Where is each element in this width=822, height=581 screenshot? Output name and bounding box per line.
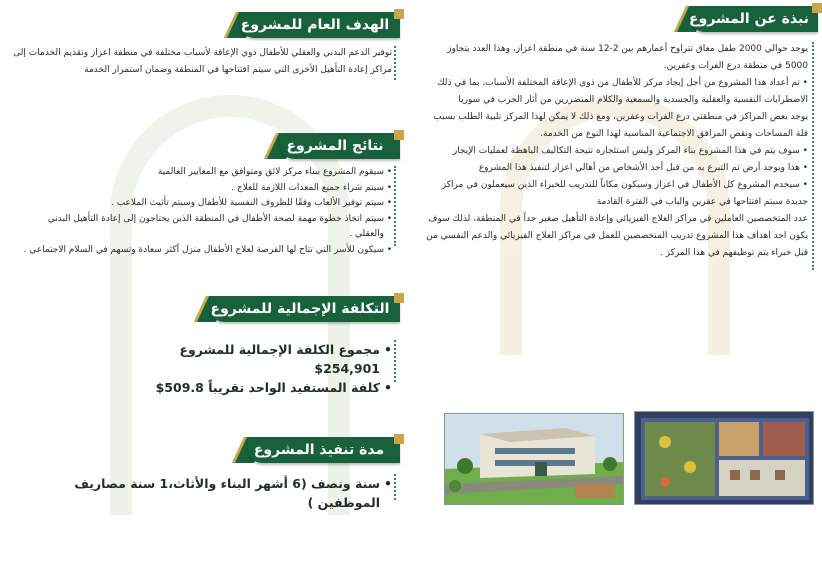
duration-title: مدة تنفيذ المشروع (253, 442, 385, 458)
duration-item: • سنة ونصف (6 أشهر البناء والأثاث،1 سنة مصاريف الموظفين ) (14, 474, 392, 512)
overview-title: نبذة عن المشروع (689, 11, 809, 27)
results-item: • سيتم شراء جميع المعدات اللازمة للعلاج . (20, 181, 392, 197)
building-floorplan-image (635, 412, 814, 505)
cost-title: التكلفة الإجمالية للمشروع (210, 301, 390, 317)
goal-header (230, 12, 400, 38)
goal-text (8, 45, 392, 79)
overview-paragraph: • هذا ويوجد أرض تم التبرع به من قبل أحد الأشخاص من أهالي اعزاز لتنفيذ هذا المشروع (478, 163, 808, 173)
goal-paragraph: توفير الدعم البدني والعقلي للأطفال ذوي الإعاقة لأسباب مختلفة في منطقة اعزاز وتقديم الخدمات إلى مراكز إعادة التأهيل الأخرى التي سيتم افتتاحها في المنطقة وضمان استمرار الخدمة (13, 48, 392, 75)
overview-paragraph: يوجد حوالي 2000 طفل معاق تتراوح أعمارهم بين 2-12 سنة في منطقة اعزاز، وهذا العدد يتجاوز 5000 في منطقة درع الفرات وعفرين. (447, 44, 808, 71)
results-item: • سيتم اتخاذ خطوة مهمة لصحة الأطفال في المنطقة الذين يحتاجون إلى إعادة التأهيل البدني والعقلي . (20, 212, 392, 243)
cost-header (200, 296, 400, 322)
overview-dotted-rule (812, 42, 816, 270)
goal-dotted-rule (394, 46, 398, 80)
cost-list (120, 340, 392, 397)
overview-paragraph: • تم أعداد هذا المشروع من أجل إيجاد مركز للأطفال من ذوي الإعاقة المختلفة الأسباب، بما في ذلك الاضطرابات النفسية والعقلية والجسدية والسمعية والكلام المتضررين من أثار الحرب في سوريا (437, 78, 808, 105)
cost-dotted-rule (394, 340, 398, 382)
duration-header (238, 437, 400, 463)
goal-title: الهدف العام للمشروع (240, 17, 390, 33)
overview-header (680, 6, 818, 32)
results-item: • سيتم توفير الألعاب وفقًا للظروف النفسية للأطفال وسيتم تأثيث الملاعب . (20, 196, 392, 212)
results-header (270, 133, 400, 159)
overview-paragraph: عدد المتخصصين العاملين في مراكز العلاج الفيزيائي وإعادة التأهيل صغير جداً في المنطقة، لذلك سوف يكون احد اهداف هذا المشروع تدريب المتخصصين للعمل في مراكز العلاج الفيزيائي والدعم النفسي من قبل خبراء يتم توظيفهم في هذا المركز . (426, 214, 808, 258)
results-item: • سيقوم المشروع ببناء مركز لائق ومتوافق مع المعايير العالمية (20, 165, 392, 181)
results-list (20, 165, 392, 258)
overview-paragraph: يوجد بعض المراكز في منطقتي درع الفرات وعفرين، ومع ذلك لا يمكن لهذا المركز تلبية الطلب بسبب قلة المساحات ونقص المرافق الاجتماعية المناسبة لهذا النوع من الخدمة. (433, 112, 808, 139)
overview-paragraph: • سوف يتم في هذا المشروع بناء المركز وليس استئجاره نتيجة التكاليف الباهظة لعمليات الإيجار (452, 146, 808, 156)
results-item: • سيكون للأسر التي تتاح لها الفرصة لعلاج الأطفال منزل أكثر سعادة وتسهم في السلام الاجتماعي . (20, 243, 392, 259)
overview-paragraph: • سيخدم المشروع كل الأطفال في اعزاز وسيكون مكاناً للتدريب للخبراء الذين سيعملون في مراكز جديدة سيتم افتتاحها في عفرين والباب في الفترة القادمة (441, 180, 808, 207)
cost-item: • مجموع الكلفة الإجمالية للمشروع 254,901$ (120, 340, 392, 378)
building-render-floorplan (634, 411, 814, 505)
building-exterior-image (445, 414, 624, 505)
building-render-exterior (444, 413, 624, 505)
duration-dotted-rule (394, 474, 398, 500)
duration-list (14, 474, 392, 512)
results-title: نتائج المشروع (286, 138, 384, 154)
cost-item: • كلفة المستفيد الواحد تقريباً 509.8$ (120, 378, 392, 397)
results-dotted-rule (394, 166, 398, 246)
overview-text (426, 41, 808, 262)
